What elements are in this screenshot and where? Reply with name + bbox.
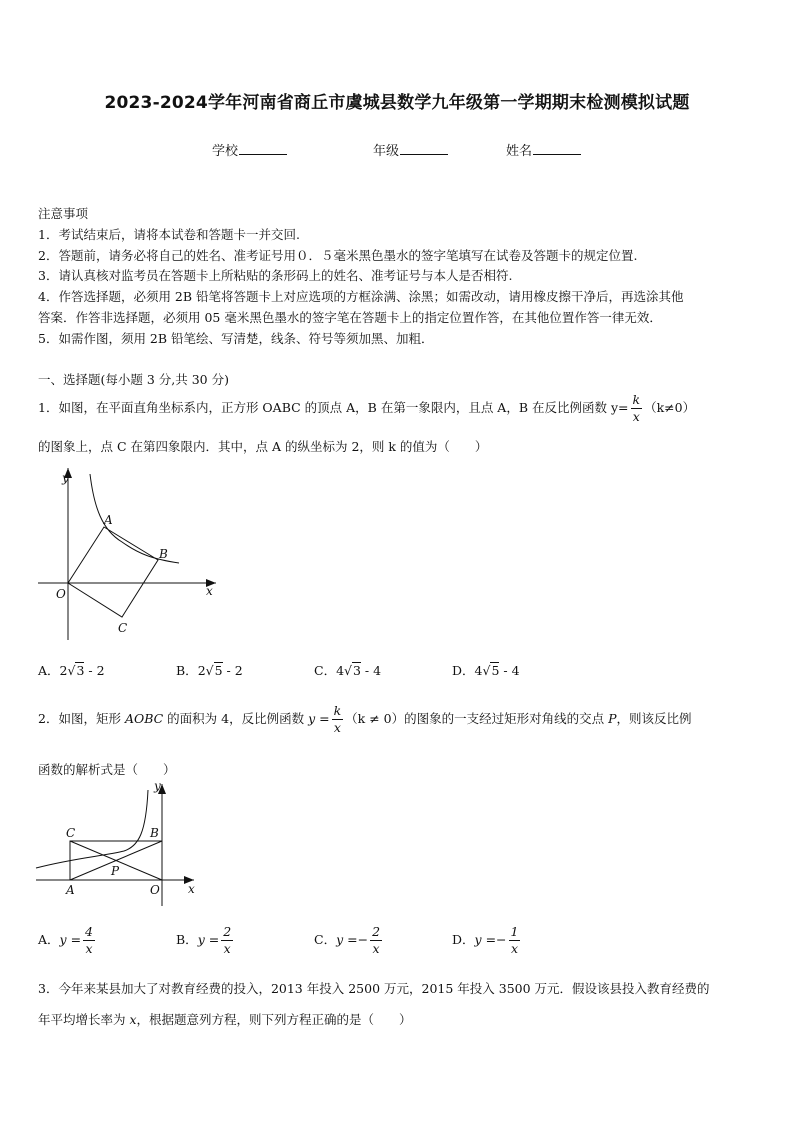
notice-item: 4．作答选择题，必须用 2B 铅笔将答题卡上对应选项的方框涂满、涂黑；如需改动，请用橡皮擦干净后，再选涂其他 — [38, 289, 684, 304]
option-letter: C． — [314, 663, 337, 678]
option-coef: 2 — [59, 663, 68, 678]
q2-option-c[interactable] — [314, 920, 384, 960]
q2-option-b[interactable] — [176, 920, 235, 960]
option-letter: C． — [314, 932, 337, 947]
q1-option-a[interactable]: A．2√3 - 2 — [38, 663, 105, 678]
option-radicand: 5 — [214, 663, 223, 678]
option-fraction — [370, 923, 382, 956]
frac-numerator: 1 — [509, 926, 521, 942]
frac-denominator: x — [333, 720, 341, 735]
q1-text: 1．如图，在平面直角坐标系内，正方形 OABC 的顶点 A，B 在第一象限内，且点 A，B 在反比例函数 y= — [38, 400, 629, 415]
notice-item: 3．请认真核对监考员在答题卡上所粘贴的条形码上的姓名、准考证号与本人是否相符. — [38, 268, 513, 283]
origin-label: O — [56, 587, 66, 601]
point-b-label: B — [159, 547, 168, 561]
notice-item: 1．考试结束后，请将本试卷和答题卡一并交回. — [38, 227, 300, 242]
q2-point-p: P — [608, 711, 617, 726]
school-blank[interactable] — [239, 144, 287, 155]
frac-denominator: x — [85, 941, 93, 956]
square-OABC — [68, 527, 158, 617]
point-c-label: C — [118, 621, 128, 635]
option-letter: B． — [176, 663, 198, 678]
q2-stem-line2: 函数的解析式是（ ） — [38, 762, 176, 777]
q2-condition: （k ≠ 0）的图象的一支经过矩形对角线的交点 — [345, 711, 609, 726]
q2-fraction — [332, 702, 344, 735]
option-radicand: 3 — [76, 663, 85, 678]
point-c-label: C — [66, 826, 76, 840]
option-const: - 2 — [84, 663, 105, 678]
q2-text: 的面积为 4，反比例函数 — [163, 711, 309, 726]
school-field[interactable] — [212, 140, 287, 159]
point-a-label: A — [66, 883, 75, 897]
q2-yeq: y = — [308, 711, 330, 726]
notice-item: 答案．作答非选择题，必须用 05 毫米黑色墨水的签字笔在答题卡上的指定位置作答，在其他位置作答一律无效． — [38, 310, 662, 325]
grade-field[interactable] — [373, 140, 448, 159]
q3-stem-line2 — [38, 1010, 412, 1028]
q3-stem-line1: 3．今年来某县加大了对教育经费的投入，2013 年投入 2500 万元，2015 年投入 3500 万元．假设该县投入教育经费的 — [38, 981, 710, 996]
school-label: 学校 — [212, 144, 239, 159]
option-letter: B． — [176, 932, 198, 947]
q2-option-d[interactable] — [452, 920, 522, 960]
notice-heading: 注意事项 — [38, 206, 89, 221]
q1-option-c[interactable]: C．4√3 - 4 — [314, 663, 382, 678]
y-label: y — [154, 780, 161, 793]
q3-text: 年平均增长率为 — [38, 1012, 130, 1027]
frac-denominator: x — [510, 941, 519, 956]
frac-denominator: x — [632, 409, 640, 424]
grade-blank[interactable] — [400, 144, 448, 155]
q2-option-a[interactable] — [38, 920, 97, 960]
name-label: 姓名 — [506, 144, 533, 159]
y-label: y — [62, 471, 69, 485]
option-letter: D． — [452, 932, 475, 947]
option-fraction — [509, 923, 521, 956]
option-letter: A． — [38, 663, 60, 678]
option-sign: − — [496, 932, 507, 947]
option-lhs: y = — [59, 932, 82, 947]
option-const: - 4 — [499, 663, 520, 678]
option-sign: − — [357, 932, 369, 947]
hyperbola-curve — [36, 790, 148, 868]
option-coef: 2 — [197, 663, 206, 678]
frac-denominator: x — [223, 941, 231, 956]
grade-label: 年级 — [373, 144, 400, 159]
option-lhs: y = — [197, 932, 220, 947]
q1-stem-line1 — [38, 393, 695, 424]
q3-variable: x — [129, 1012, 137, 1027]
option-const: - 2 — [222, 663, 243, 678]
option-lhs: y = — [474, 932, 497, 947]
frac-numerator: 4 — [83, 926, 95, 942]
frac-numerator: 2 — [221, 926, 233, 942]
option-radicand: 3 — [353, 663, 361, 678]
q2-text: ，则该反比例 — [616, 711, 692, 726]
page-title: 2023-2024学年河南省商丘市虞城县数学九年级第一学期期末检测模拟试题 — [104, 93, 690, 113]
frac-numerator: k — [631, 394, 643, 410]
point-b-label: B — [150, 826, 159, 840]
q3-text: ，根据题意列方程，则下列方程正确的是（ ） — [136, 1012, 412, 1027]
notice-item: 5．如需作图，须用 2B 铅笔绘、写清楚，线条、符号等须加黑、加粗． — [38, 331, 434, 346]
option-coef: 4 — [474, 663, 483, 678]
q1-fraction — [631, 391, 643, 424]
x-label: x — [188, 882, 195, 896]
q1-option-b[interactable]: B．2√5 - 2 — [176, 663, 243, 678]
q1-condition: （k≠0） — [644, 400, 696, 415]
q2-text: 2．如图，矩形 — [38, 711, 125, 726]
q1-figure — [34, 462, 224, 644]
option-fraction — [83, 923, 95, 956]
point-a-label: A — [104, 513, 113, 527]
q2-stem-line1 — [38, 704, 692, 735]
frac-numerator: 2 — [370, 926, 382, 942]
option-lhs: y = — [336, 932, 358, 947]
frac-denominator: x — [372, 941, 380, 956]
point-p-label: P — [111, 864, 120, 878]
q1-option-d[interactable]: D．4√5 - 4 — [452, 663, 520, 678]
option-coef: 4 — [336, 663, 345, 678]
x-label: x — [206, 584, 213, 598]
notice-item: 2．答题前，请务必将自己的姓名、准考证号用０．５毫米黑色墨水的签字笔填写在试卷及答题卡的规定位置. — [38, 248, 638, 263]
q2-rect-name: AOBC — [124, 711, 164, 726]
option-letter: A． — [38, 932, 60, 947]
name-field[interactable] — [506, 140, 581, 159]
option-radicand: 5 — [491, 663, 500, 678]
origin-label: O — [150, 883, 160, 897]
section-heading: 一、选择题(每小题 3 分,共 30 分) — [38, 372, 229, 387]
option-fraction — [221, 923, 233, 956]
frac-numerator: k — [332, 705, 344, 721]
q2-figure — [34, 780, 204, 910]
name-blank[interactable] — [533, 144, 581, 155]
option-const: - 4 — [360, 663, 382, 678]
q1-stem-line2: 的图象上，点 C 在第四象限内．其中，点 A 的纵坐标为 2，则 k 的值为（ ） — [38, 439, 488, 454]
option-letter: D． — [452, 663, 475, 678]
